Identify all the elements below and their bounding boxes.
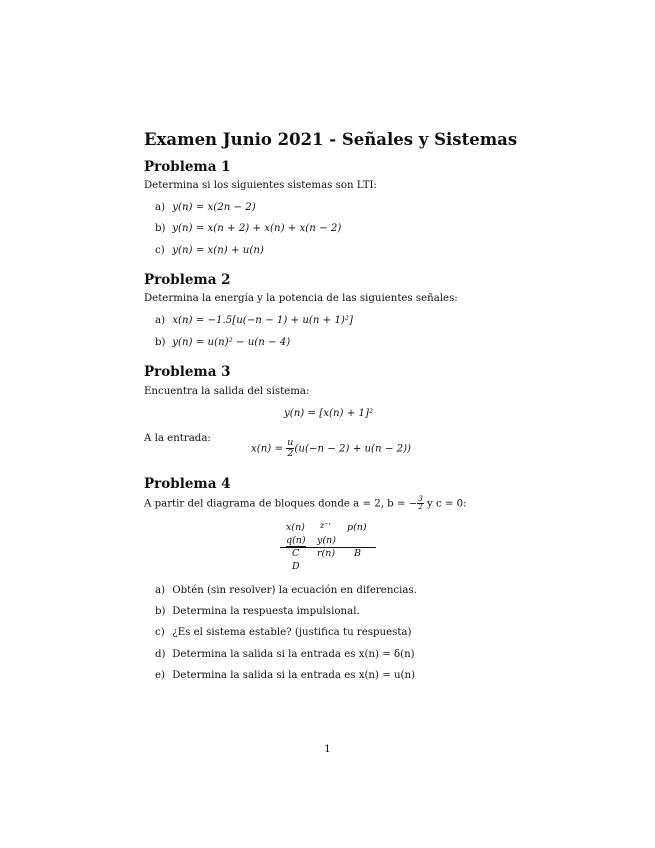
diagram-r-n: r(n) <box>317 548 336 559</box>
problem-2-item-b <box>155 337 290 348</box>
problem-4-item-d <box>155 649 415 660</box>
fraction-denominator: 2 <box>287 448 294 459</box>
item-label: a) <box>155 585 166 596</box>
item-expression: y(n) = x(n + 2) + x(n) + x(n − 2) <box>172 223 342 234</box>
item-label: a) <box>155 315 166 326</box>
item-expression: y(n) = x(2n − 2) <box>172 202 256 213</box>
problem-4-item-e <box>155 670 415 681</box>
item-label: c) <box>155 627 165 638</box>
input-label: A la entrada: <box>144 433 211 444</box>
b-numerator: 3 <box>418 495 423 503</box>
document-title: Examen Junio 2021 - Señales y Sistemas <box>144 130 518 149</box>
problem-4-heading: Problema 4 <box>144 476 231 492</box>
input-equation <box>251 438 411 459</box>
problem-2-item-a <box>155 315 353 326</box>
problem-3-intro: Encuentra la salida del sistema: <box>144 386 310 397</box>
item-expression: y(n) = u(n)² − u(n − 4) <box>172 337 291 348</box>
item-text: Obtén (sin resolver) la ecuación en diferencias. <box>172 585 417 596</box>
diagram-p-n: p(n) <box>347 522 367 533</box>
problem-3-heading: Problema 3 <box>144 364 231 380</box>
fraction-numerator: u <box>287 437 294 448</box>
diagram-delay: z⁻ʳ <box>320 521 332 530</box>
block-diagram <box>280 521 376 577</box>
diagram-b: B <box>354 548 361 559</box>
item-expression: x(n) = −1.5[u(−n − 1) + u(n + 1)²] <box>172 315 353 326</box>
item-text: Determina la salida si la entrada es x(n) = δ(n) <box>172 649 415 660</box>
page-number: 1 <box>324 744 331 755</box>
system-equation: y(n) = [x(n) + 1]² <box>284 408 374 419</box>
intro-prefix: A partir del diagrama de bloques donde a = 2, b = − <box>144 498 418 510</box>
item-text: Determina la salida si la entrada es x(n) = u(n) <box>172 670 416 681</box>
item-text: Determina la respuesta impulsional. <box>172 606 360 617</box>
problem-4-item-b <box>155 606 360 617</box>
item-label: b) <box>155 606 166 617</box>
problem-2-intro: Determina la energía y la potencia de las siguientes señales: <box>144 293 458 304</box>
problem-1-item-a <box>155 202 256 213</box>
item-label: a) <box>155 202 166 213</box>
b-denominator: 2 <box>418 503 423 511</box>
problem-4-intro <box>144 496 467 511</box>
input-rhs: (u(−n − 2) + u(n − 2)) <box>294 443 412 455</box>
diagram-d: D <box>292 561 300 572</box>
intro-suffix: y c = 0: <box>423 498 467 510</box>
item-label: e) <box>155 670 166 681</box>
diagram-x-n: x(n) <box>286 522 305 533</box>
problem-1-heading: Problema 1 <box>144 159 231 175</box>
problem-1-item-c <box>155 245 264 256</box>
problem-1-intro: Determina si los siguientes sistemas son LTI: <box>144 180 377 191</box>
diagram-y-n: y(n) <box>317 535 336 546</box>
item-text: ¿Es el sistema estable? (justifica tu respuesta) <box>172 627 412 638</box>
item-label: d) <box>155 649 166 660</box>
item-label: b) <box>155 337 166 348</box>
input-lhs: x(n) = <box>251 443 284 455</box>
problem-4-item-a <box>155 585 417 596</box>
item-label: b) <box>155 223 166 234</box>
diagram-q-n: q(n) <box>286 535 306 546</box>
diagram-c: C <box>292 548 300 559</box>
item-expression: y(n) = x(n) + u(n) <box>172 245 264 256</box>
problem-2-heading: Problema 2 <box>144 272 231 288</box>
problem-1-item-b <box>155 223 341 234</box>
problem-4-item-c <box>155 627 411 638</box>
item-label: c) <box>155 245 165 256</box>
